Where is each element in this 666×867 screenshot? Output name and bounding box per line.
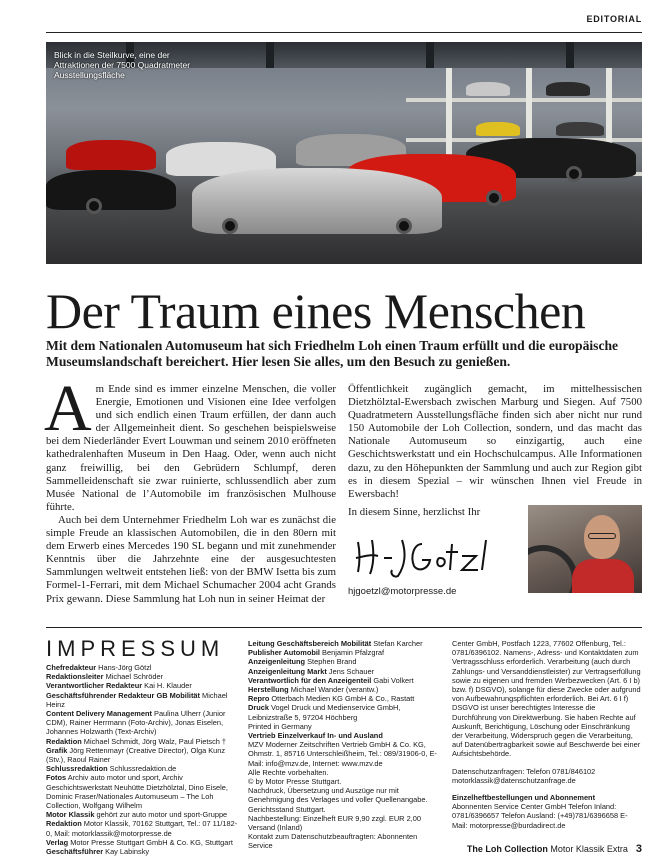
drop-cap: A — [44, 372, 92, 445]
impressum-entry — [248, 703, 442, 721]
black-car — [46, 170, 176, 210]
red-shirt — [572, 559, 634, 593]
impressum-entry — [248, 667, 442, 676]
impressum-entry-label: Geschäftsführer — [46, 847, 104, 857]
impressum-entry-label: Content Delivery Management — [46, 709, 152, 719]
impressum-entry-label: Chefredakteur — [46, 663, 97, 672]
impressum-entry-value: Otterbach Medien KG GmbH & Co., Rastatt — [269, 694, 415, 704]
footer-magazine: Motor Klassik Extra — [547, 844, 628, 854]
impressum-entry — [248, 768, 442, 777]
impressum-entry-value: Printed in Germany — [248, 721, 312, 731]
impressum-entry-value: Gabi Volkert — [371, 675, 414, 685]
impressum-entry-value: Vogel Druck und Medienservice GmbH, Leibnizstraße 5, 97204 Höchberg — [248, 703, 401, 722]
paragraph-text: m Ende sind es immer einzelne Menschen, die voller Energie, Emotionen und Visionen eine Idee verfolgen und sich endlich einen Traum erfüllen, der dann auch der Allgemeinheit dient. So geschehen beispielsweise bei dem Niederländer Evert Louwman und seinem 2010 eröffneten kathedralenhaften Museum in Den Haag. Oder, wenn auch nicht ganz freiwillig, bei den Gebrüdern Schlumpf, deren Sammelleidenschaft sie zwar ruinierte, schlussendlich aber zum Musée National de l’Automobile im französischen Mulhouse führte. — [46, 383, 336, 513]
impressum-entry-label: Verantwortlicher Redakteur — [46, 681, 143, 691]
impressum-entry-value: Stefan Karcher — [371, 639, 423, 648]
impressum-entry — [46, 819, 238, 837]
impressum-entry — [248, 740, 442, 768]
impressum-column-3 — [452, 639, 642, 830]
signature-image — [352, 530, 512, 580]
impressum-entry — [248, 786, 442, 814]
impressum-column-1 — [46, 663, 238, 856]
impressum-entry — [46, 847, 238, 856]
impressum-entry — [248, 722, 442, 731]
ceiling-beam — [266, 42, 274, 68]
impressum-entry — [248, 676, 442, 685]
page-number: 3 — [635, 843, 642, 855]
impressum-heading: Einzelheftbestellungen und Abonnement — [452, 793, 596, 803]
impressum-entry-label: Verantwortlich für den Anzeigenteil — [248, 675, 372, 685]
body-paragraph: Auch bei dem Unternehmer Friedhelm Loh war es zunächst die simple Freude an klassischen Automobilen, die in den 80ern mit dem Erwerb eines Mercedes 190 SL begann und mit zunehmender Kenntnis über die Jahrzehnte eine der ausgesuchtesten Sammlungen weltweit entstehen ließ: von der BMW Isetta bis zum Formel-1-Ferrari, mit dem Michael Schumacher 2004 acht Grands Prix gewann. Diese Sammlung hat Loh nun in seiner Heimat der — [46, 513, 336, 605]
impressum-text: Datenschutzanfragen: Telefon 0781/846102 motorklassik@datenschutzanfrage.de — [452, 766, 596, 785]
closing-greeting: In diesem Sinne, herzlichst Ihr — [348, 506, 481, 518]
impressum-entry — [248, 731, 442, 740]
impressum-entry-label: Anzeigenleitung — [248, 657, 306, 667]
impressum-entry-label: Publisher Automobil — [248, 648, 320, 658]
body-column-2 — [348, 383, 642, 501]
photo-caption: Blick in die Steilkurve, eine der Attraktionen der 7500 Quadratmeter Ausstellungsfläche — [54, 50, 191, 80]
body-paragraph — [44, 372, 336, 514]
section-tag: EDITORIAL — [586, 14, 642, 24]
glasses — [588, 533, 616, 539]
impressum-entry-value: Nachbestellung: Einzelheft EUR 9,90 zzgl. EUR 2,00 Versand (Inland) — [248, 813, 421, 833]
impressum-entry-value: Nachdruck, Übersetzung und Auszüge nur mit Genehmigung des Verlages und voller Quellenangabe. Gerichtsstand Stuttgart. — [248, 786, 428, 814]
impressum-entry — [248, 657, 442, 666]
impressum-divider — [46, 627, 642, 628]
impressum-entry — [46, 746, 238, 764]
impressum-entry — [248, 832, 442, 850]
impressum-entry — [46, 737, 238, 746]
impressum-entry-value: gehört zur auto motor und sport-Gruppe — [94, 810, 228, 820]
impressum-entry-value: Paulina Ulherr (Junior CDM), Rainer Herrmann (Foto-Archiv), Jonas Eiselen, Johannes Holzwarth (Text-Archiv) — [46, 709, 226, 737]
shelf-car — [556, 122, 604, 136]
wheel — [396, 218, 412, 234]
impressum-entry — [46, 810, 238, 819]
impressum-entry — [46, 764, 238, 773]
impressum-entry-value: Stephen Brand — [305, 657, 357, 667]
body-paragraph: Öffentlichkeit zugänglich gemacht, im mittelhessischen Dietzhölztal-Ewersbach zwischen Marburg und Siegen. Auf 7500 Quadratmetern Ausstellungsfläche finden sich aber nicht nur rund 150 Automobile der Loh Collection, sondern, und das macht das Nationale Automuseum so einzigartig, auch eine Geschichtswerkstatt und ein Hochschulcampus. Alle Informationen dazu, zu den Höhepunkten der Sammlung und auch zur Region gibt es in diesem Spezial – wir wünschen Ihnen viel Freude in Ewersbach! — [348, 383, 642, 500]
impressum-entry-value: Archiv auto motor und sport, Archiv Geschichtswerkstatt Neuhütte Dietzhölztal, Dino Eisele, Dominic Fraser/Nationales Automuseum – The Loh Collection, Wolfgang Wilhelm — [46, 773, 228, 811]
impressum-entry-value: Jens Schauer — [326, 666, 375, 676]
impressum-entry-label: Leitung Geschäftsbereich Mobilität — [248, 639, 372, 648]
wheel — [566, 166, 582, 182]
impressum-entry-label: Druck — [248, 703, 269, 713]
impressum-entry — [248, 814, 442, 832]
impressum-entry-value: Michael Schröder — [103, 672, 164, 682]
page-footer — [467, 843, 642, 855]
wheel — [86, 198, 102, 214]
steering-wheel — [528, 545, 578, 593]
author-portrait — [528, 505, 642, 593]
impressum-column-2 — [248, 639, 442, 851]
hero-photo — [46, 42, 642, 264]
impressum-entry — [248, 777, 442, 786]
impressum-entry-label: Motor Klassik — [46, 810, 95, 820]
body-column-1 — [44, 372, 336, 606]
shelf-car — [466, 82, 510, 96]
impressum-entry-value: Kay Labinsky — [103, 847, 150, 857]
red-car — [66, 140, 156, 170]
impressum-entry-value: Benjamin Pfalzgraf — [320, 648, 385, 658]
impressum-entry — [248, 685, 442, 694]
impressum-entry-value: © by Motor Presse Stuttgart. — [248, 777, 342, 787]
impressum-entry-value: Jörg Rettenmayr (Creative Director), Olga Kunz (Stv.), Raoul Rainer — [46, 745, 226, 765]
impressum-entry — [248, 648, 442, 657]
wheel — [222, 218, 238, 234]
impressum-entry-value: Kontakt zum Datenschutzbeauftragten: Abonnenten Service — [248, 832, 418, 851]
ceiling-beam — [426, 42, 434, 68]
impressum-entry-label: Verlag — [46, 837, 69, 847]
spacer — [452, 759, 642, 767]
author-email[interactable]: hjgoetzl@motorpresse.de — [348, 586, 457, 597]
impressum-entry-value: Schlussredaktion.de — [107, 764, 177, 774]
impressum-entry — [46, 681, 238, 690]
footer-title: The Loh Collection — [466, 844, 548, 854]
lead-paragraph: Mit dem Nationalen Automuseum hat sich Friedhelm Loh einen Traum erfüllt und die europäische Museumslandschaft bereichert. Hier lesen Sie alles, um den Besuch zu genießen. — [46, 338, 619, 369]
shelf-car — [476, 122, 520, 136]
impressum-entry-label: Repro — [248, 694, 270, 704]
impressum-entry-value: Kai H. Klauder — [142, 681, 192, 691]
top-divider — [46, 32, 642, 33]
impressum-entry-label: Grafik — [46, 745, 68, 755]
impressum-text: Center GmbH, Postfach 1223, 77602 Offenburg, Tel.: 0781/6396102. Namens-, Adress- und Kontaktdaten zum Vertragsschluss erforderlich. Verarbeitung (auch durch Zahlungs- und Versanddienstleister) zur Vertragserfüllung sowie zu eigenen und fremden Werbezwecken (Art. 6 I b) bzw. f) DSGVO), solange für diese Zwecke oder aufgrund von Aufbewahrungspflichten erforderlich. Bei Art. 6 I f) DSGVO ist unser berechtigtes Interesse die Durchführung von Direktwerbung. Sie haben Rechte auf Auskunft, Berichtigung, Löschung oder Einschränkung der Verarbeitung, Widerspruch gegen die Verarbeitung, auf Datenübertragbarkeit sowie auf Beschwerde bei einer Aufsichtsbehörde. — [452, 639, 641, 759]
impressum-entry-value: Alle Rechte vorbehalten. — [248, 767, 329, 777]
impressum-entry — [46, 691, 238, 709]
impressum-entry-value: Michael Heinz — [46, 690, 228, 709]
impressum-entry — [46, 672, 238, 681]
impressum-entry-label: Redaktionsleiter — [46, 672, 104, 682]
impressum-entry — [248, 694, 442, 703]
impressum-entry-label: Geschäftsführender Redakteur GB Mobilität — [46, 690, 200, 700]
impressum-entry — [46, 773, 238, 810]
impressum-entry-label: Anzeigenleitung Markt — [248, 666, 327, 676]
impressum-entry — [46, 663, 238, 672]
impressum-entry-value: Michael Wander (verantw.) — [288, 685, 379, 695]
impressum-entry-value: Motor Presse Stuttgart GmbH & Co. KG, Stuttgart — [68, 837, 233, 847]
impressum-entry-label: Vertrieb Einzelverkauf In- und Ausland — [248, 731, 383, 741]
impressum-entry-label: Redaktion — [46, 736, 82, 746]
impressum-entry-value: MZV Moderner Zeitschriften Vertrieb GmbH & Co. KG, Ohmstr. 1, 85716 Unterschleißheim, Tel.: 089/31906-0, E-Mail: info@mzv.de, Internet: www.mzv.de — [248, 740, 437, 768]
impressum-entry — [46, 709, 238, 737]
impressum-entry-label: Herstellung — [248, 685, 289, 695]
impressum-entry — [46, 838, 238, 847]
impressum-entry-value: Hans-Jörg Götzl — [96, 663, 152, 672]
impressum-entry-label: Fotos — [46, 773, 67, 783]
impressum-entry-label: Schlussredaktion — [46, 764, 108, 774]
impressum-entry-value: Michael Schmidt, Jörg Walz, Paul Pietsch † — [81, 736, 227, 746]
ceiling-beam — [566, 42, 574, 68]
wheel — [486, 190, 502, 206]
impressum-entry-value: Motor Klassik, 70162 Stuttgart, Tel.: 07 11/182-0, Mail: motorklassik@motorpresse.de — [46, 819, 238, 838]
impressum-title: IMPRESSUM — [46, 636, 225, 661]
headline: Der Traum eines Menschen — [46, 283, 586, 339]
spacer — [452, 785, 642, 793]
shelf-car — [546, 82, 590, 96]
impressum-text: Abonnenten Service Center GmbH Telefon Inland: 0781/6396657 Telefon Ausland: (+49)781/6396658 E-Mail: motorpresse@burdadirect.de — [452, 802, 628, 830]
impressum-entry — [248, 639, 442, 648]
impressum-entry-label: Redaktion — [46, 819, 82, 829]
